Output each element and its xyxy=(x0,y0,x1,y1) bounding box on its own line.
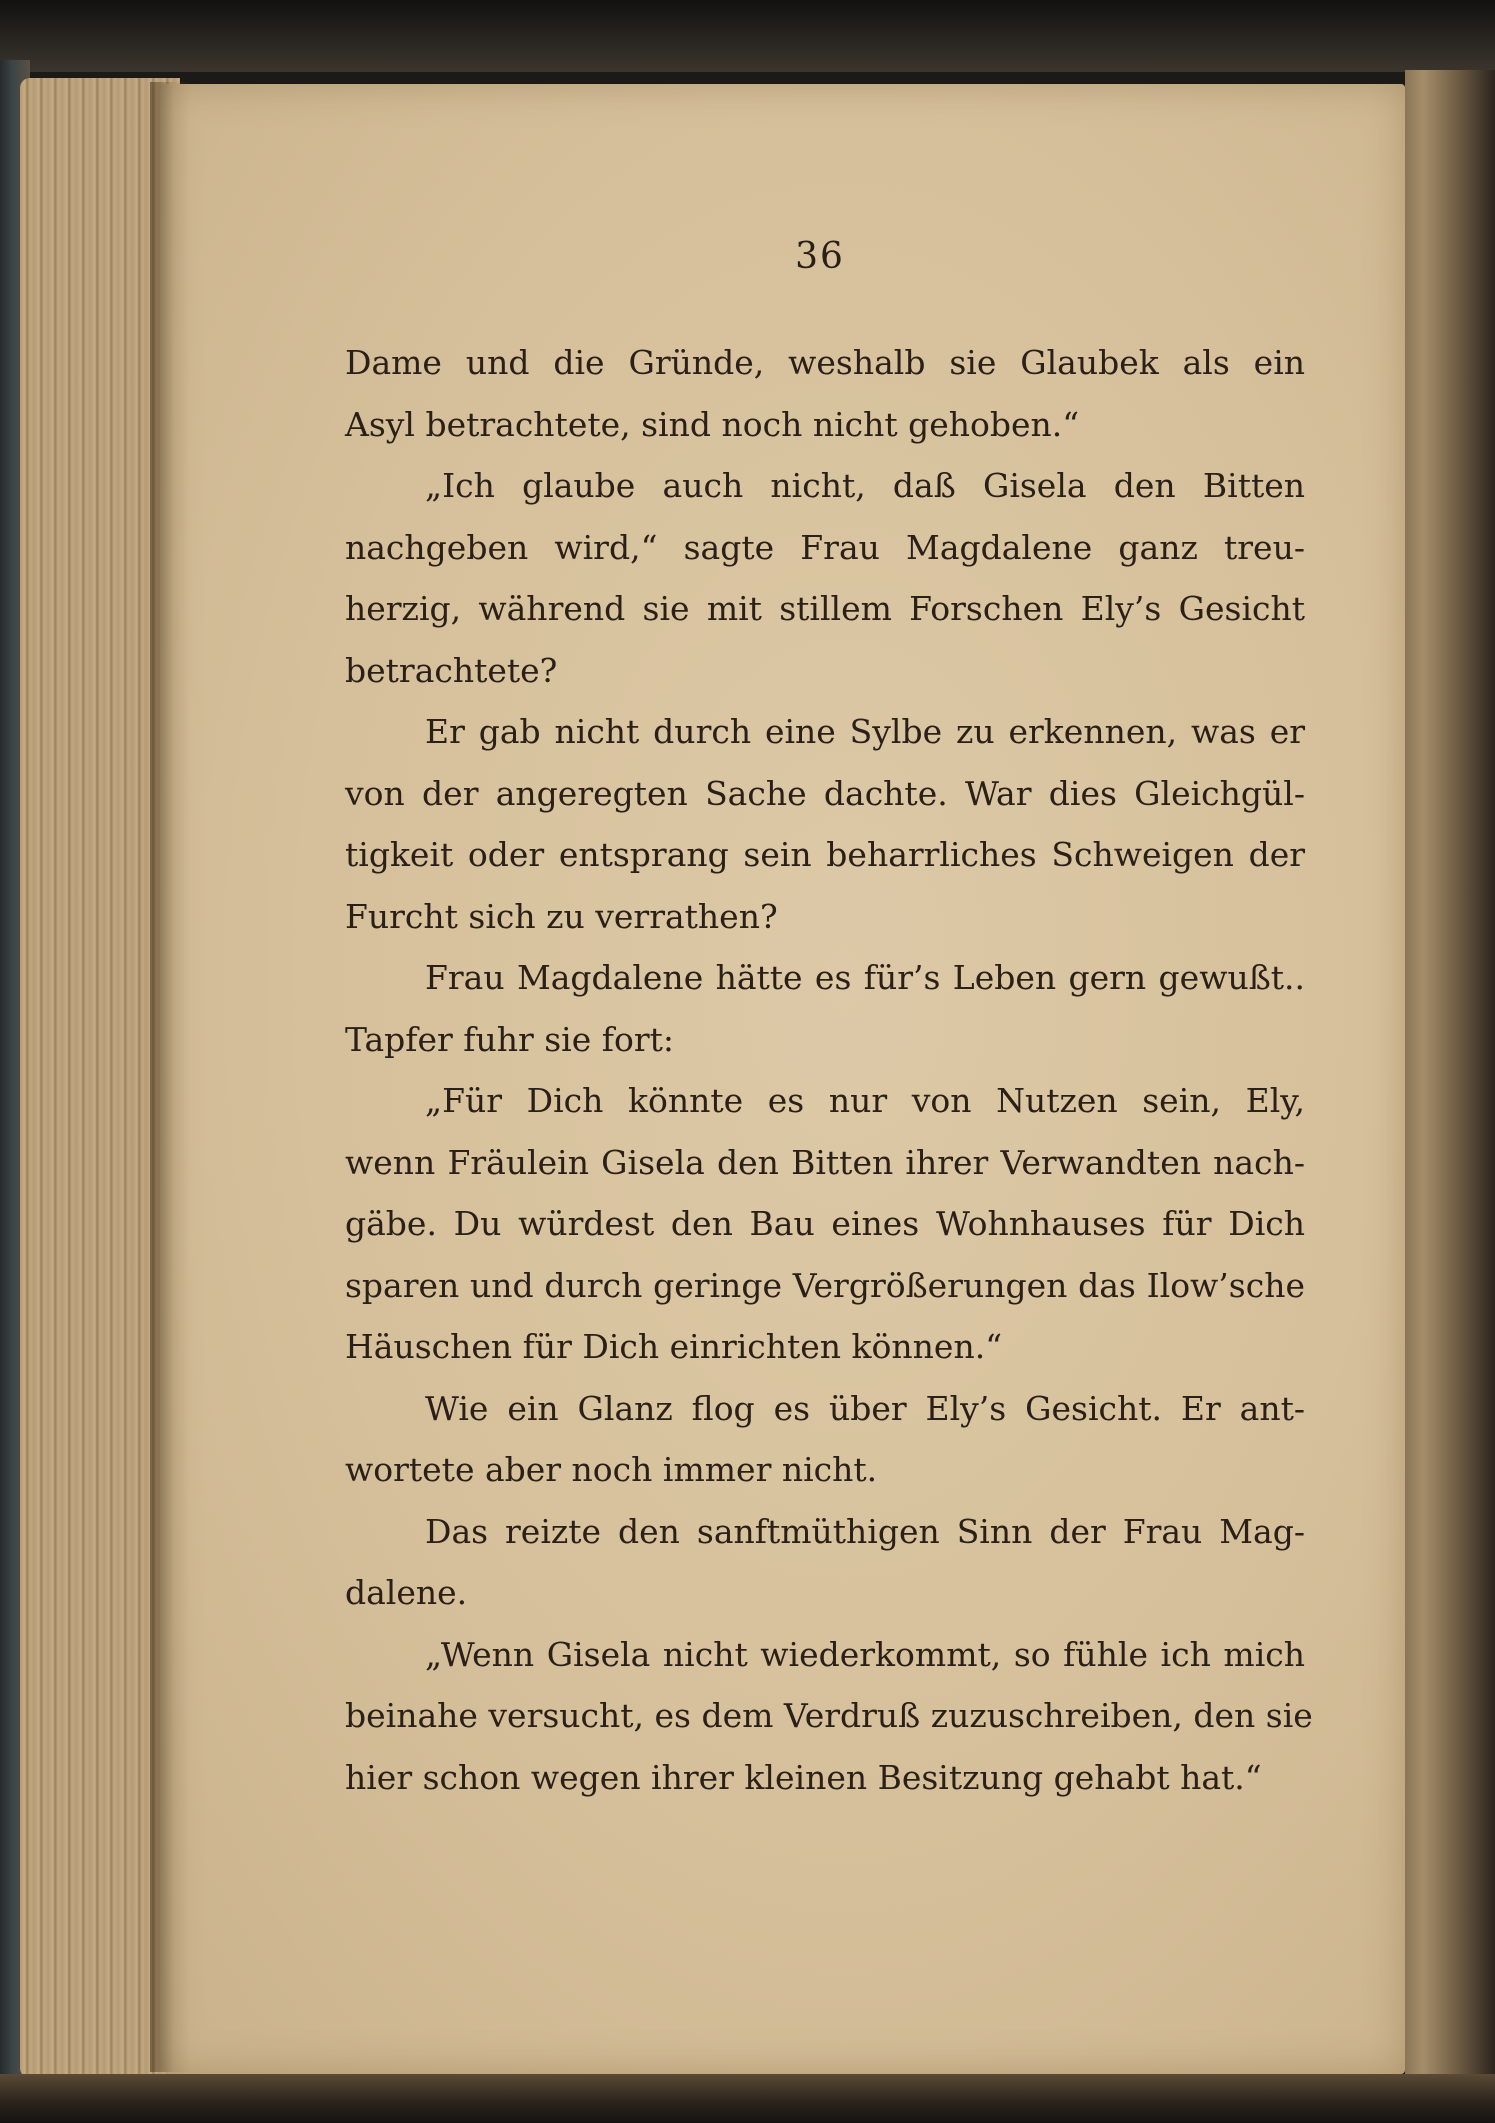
text-line: tigkeit oder entsprang sein beharrliches Schweigen der xyxy=(345,835,1305,874)
text-line: Furcht sich zu verrathen? xyxy=(345,896,778,936)
text-line: Frau Magdalene hätte es für’s Leben gern gewußt.. xyxy=(425,958,1305,997)
text-line: dalene. xyxy=(345,1573,468,1612)
page-text xyxy=(345,332,1313,1808)
text-line: wenn Fräulein Gisela den Bitten ihrer Verwandten nach- xyxy=(345,1142,1305,1182)
book-bottom-edge xyxy=(0,2074,1495,2123)
text-line: Asyl betrachtete, sind noch nicht gehoben.“ xyxy=(345,404,1080,444)
text-line: Er gab nicht durch eine Sylbe zu erkennen, was er xyxy=(425,712,1305,751)
text-line: hier schon wegen ihrer kleinen Besitzung gehabt hat.“ xyxy=(345,1757,1262,1797)
text-line: Häuschen für Dich einrichten können.“ xyxy=(345,1327,1003,1366)
text-line: Wie ein Glanz flog es über Ely’s Gesicht. Er ant- xyxy=(425,1388,1305,1428)
text-line: betrachtete? xyxy=(345,650,558,690)
page-number: 36 xyxy=(795,236,845,277)
text-line: nachgeben wird,“ sagte Frau Magdalene ganz treu- xyxy=(345,527,1305,567)
text-line: beinahe versucht, es dem Verdruß zuzuschreiben, den sie xyxy=(345,1696,1313,1735)
text-line: herzig, während sie mit stillem Forschen Ely’s Gesicht xyxy=(345,589,1305,628)
text-line: „Für Dich könnte es nur von Nutzen sein, Ely, xyxy=(425,1081,1305,1120)
gutter-shadow xyxy=(150,82,190,2072)
text-line: gäbe. Du würdest den Bau eines Wohnhauses für Dich xyxy=(345,1204,1305,1243)
text-line: von der angeregten Sache dachte. War dies Gleichgül- xyxy=(345,773,1305,813)
book-spine-right xyxy=(1405,70,1495,2123)
text-line: sparen und durch geringe Vergrößerungen das Ilow’sche xyxy=(345,1265,1305,1305)
text-line: „Ich glaube auch nicht, daß Gisela den Bitten xyxy=(425,466,1305,505)
book-cover-top xyxy=(0,0,1495,72)
text-line: Dame und die Gründe, weshalb sie Glaubek als ein xyxy=(345,343,1305,382)
text-line: Tapfer fuhr sie fort: xyxy=(345,1019,674,1059)
text-line: „Wenn Gisela nicht wiederkommt, so fühle ich mich xyxy=(425,1634,1305,1674)
text-line: Das reizte den sanftmüthigen Sinn der Frau Mag- xyxy=(425,1511,1305,1551)
text-line: wortete aber noch immer nicht. xyxy=(345,1450,878,1489)
